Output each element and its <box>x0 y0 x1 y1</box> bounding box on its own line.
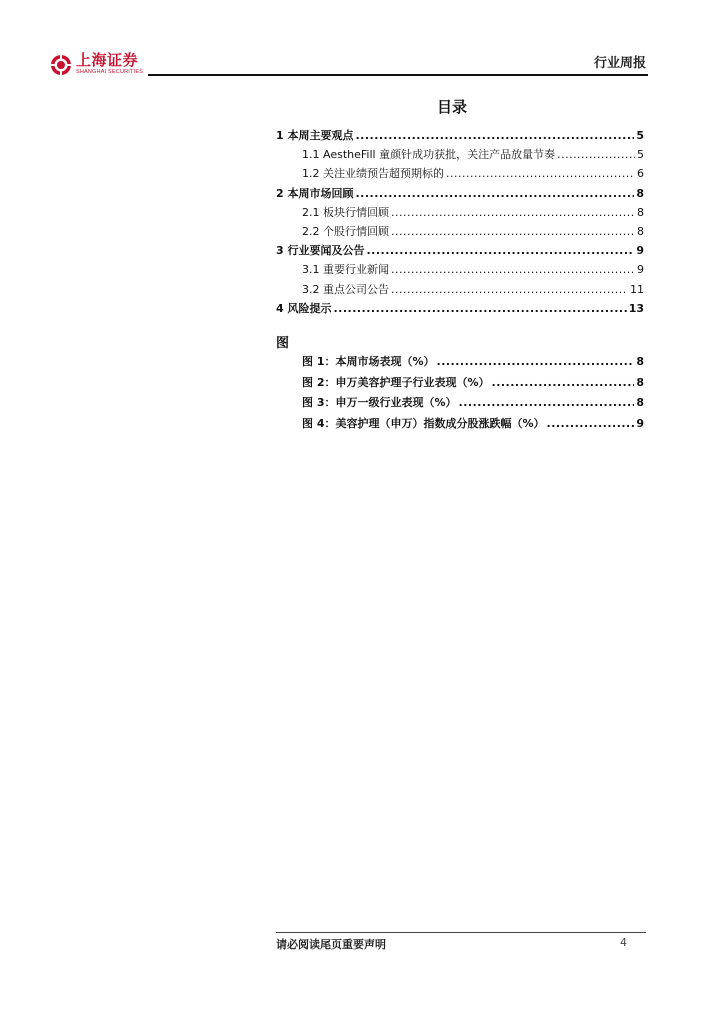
toc-entry[interactable]: 4 风险提示 ..... 13 <box>276 299 644 318</box>
logo-emblem-icon <box>50 54 72 76</box>
logo-chinese-name: 上海证券 <box>76 51 139 69</box>
figures-heading: 图 <box>276 336 290 351</box>
figures-list <box>302 352 644 434</box>
toc-entry[interactable]: 3.1 重要行业新闻 ..... 9 <box>276 260 644 279</box>
toc-entry[interactable]: 1.1 AestheFill 童颜针成功获批，关注产品放量节奏 ..... 5 <box>276 145 644 164</box>
header-divider <box>148 74 648 76</box>
toc-entry[interactable]: 3.2 重点公司公告 ..... 11 <box>276 280 644 299</box>
toc-entry[interactable]: 1 本周主要观点 ..... 5 <box>276 126 644 145</box>
report-type: 行业周报 <box>593 56 646 71</box>
toc-entry[interactable]: 1.2 关注业绩预告超预期标的 ..... 6 <box>276 164 644 183</box>
toc-entry[interactable]: 2.1 板块行情回顾 ..... 8 <box>276 203 644 222</box>
toc-entry[interactable]: 3 行业要闻及公告 ..... 9 <box>276 241 644 260</box>
table-of-contents <box>276 126 644 318</box>
figure-entry[interactable]: 图 2：申万美容护理子行业表现（%） ..... 8 <box>302 373 644 394</box>
toc-entry[interactable]: 2.2 个股行情回顾 ..... 8 <box>276 222 644 241</box>
company-logo <box>50 52 143 82</box>
figure-entry[interactable]: 图 3：申万一级行业表现（%） ..... 8 <box>302 393 644 414</box>
figure-entry[interactable]: 图 1：本周市场表现（%） ..... 8 <box>302 352 644 373</box>
logo-english-name: SHANGHAI SECURITIES <box>76 69 144 75</box>
footer-divider <box>276 932 646 933</box>
figure-entry[interactable]: 图 4：美容护理（申万）指数成分股涨跌幅（%） ..... 9 <box>302 414 644 435</box>
footer-disclaimer: 请必阅读尾页重要声明 <box>276 938 386 951</box>
toc-entry[interactable]: 2 本周市场回顾 ..... 8 <box>276 184 644 203</box>
toc-title: 目录 <box>436 98 467 116</box>
page-number: 4 <box>620 936 627 949</box>
